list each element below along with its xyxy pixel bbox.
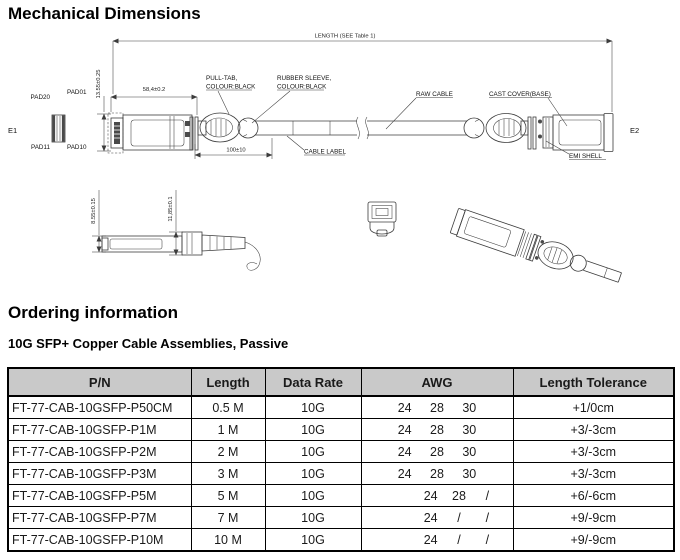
awg-value: 24 — [397, 400, 412, 415]
length-cell: 10 M — [191, 529, 265, 552]
isometric-view — [450, 207, 625, 290]
awg-cell — [361, 463, 513, 485]
pn-cell: FT-77-CAB-10GSFP-P2M — [8, 441, 191, 463]
header-pn: P/N — [8, 368, 191, 396]
tolerance-cell: +9/-9cm — [513, 529, 674, 552]
table-row — [8, 441, 674, 463]
cable-top-view — [255, 117, 467, 139]
awg-value: 24 — [423, 488, 438, 503]
rate-cell: 10G — [265, 396, 361, 419]
height-dim-label: 13.55±0.25 — [96, 69, 102, 99]
pad11-label: PAD11 — [30, 144, 50, 151]
table-row — [8, 419, 674, 441]
page-title-mechanical-dimensions: Mechanical Dimensions — [8, 4, 201, 23]
table-title: 10G SFP+ Copper Cable Assemblies, Passive — [8, 336, 289, 351]
table-row — [8, 485, 674, 507]
callout-emi-shell — [546, 141, 606, 160]
cast-cover-label: CAST COVER(BASE) — [489, 91, 551, 98]
pn-cell: FT-77-CAB-10GSFP-P5M — [8, 485, 191, 507]
table-header-row — [8, 368, 674, 396]
cable-label-text: CABLE LABEL — [304, 148, 347, 156]
awg-value: 24 — [397, 422, 412, 437]
awg-value: 30 — [462, 466, 477, 481]
header-length-tolerance: Length Tolerance — [513, 368, 674, 396]
pn-cell: FT-77-CAB-10GSFP-P50CM — [8, 396, 191, 419]
awg-value: / — [457, 510, 461, 525]
callout-raw-cable — [386, 91, 453, 129]
pn-cell: FT-77-CAB-10GSFP-P10M — [8, 529, 191, 552]
rate-cell: 10G — [265, 507, 361, 529]
awg-value: / — [485, 488, 490, 503]
pn-cell: FT-77-CAB-10GSFP-P7M — [8, 507, 191, 529]
tolerance-cell: +9/-9cm — [513, 507, 674, 529]
height-dimension — [96, 70, 111, 151]
rate-cell: 10G — [265, 485, 361, 507]
header-awg: AWG — [361, 368, 513, 396]
side-dim1-label: 8.55±0.15 — [91, 198, 97, 224]
awg-cell — [361, 441, 513, 463]
awg-value: 24 — [397, 444, 412, 459]
side-dim2-label: 11,85±0.1 — [168, 196, 174, 222]
awg-cell — [361, 419, 513, 441]
body-dim-label: 58,4±0.2 — [142, 87, 166, 93]
awg-value: 28 — [452, 488, 466, 503]
awg-cell — [361, 529, 513, 552]
pad20-label: PAD20 — [30, 94, 50, 101]
table-row — [8, 529, 674, 552]
length-cell: 0.5 M — [191, 396, 265, 419]
awg-value: 24 — [423, 510, 438, 525]
callout-cable-label — [287, 136, 347, 156]
right-connector-top-view — [464, 114, 639, 152]
table-row — [8, 463, 674, 485]
tolerance-cell: +1/0cm — [513, 396, 674, 419]
awg-value: 24 — [397, 466, 412, 481]
header-length: Length — [191, 368, 265, 396]
front-view — [368, 202, 396, 236]
awg-value: / — [457, 532, 461, 547]
awg-value: 28 — [430, 400, 444, 415]
rubber-sleeve-label-line1: RUBBER SLEEVE, — [277, 75, 332, 82]
callout-rubber-sleeve — [252, 75, 331, 123]
table-row — [8, 507, 674, 529]
length-cell: 1 M — [191, 419, 265, 441]
awg-cell — [361, 485, 513, 507]
body-length-dimension — [111, 87, 197, 115]
tolerance-cell: +3/-3cm — [513, 463, 674, 485]
awg-cell — [361, 396, 513, 419]
pull-tab-label-line2: COLOUR:BLACK — [206, 83, 256, 91]
awg-value: 30 — [462, 444, 477, 459]
dim-100-label: 100±10 — [226, 147, 246, 154]
header-data-rate: Data Rate — [265, 368, 361, 396]
side-view — [91, 190, 260, 270]
pull-tab-label-line1: PULL-TAB, — [206, 75, 238, 82]
pad10-corner-label: PAD10 — [67, 144, 87, 151]
e1-ref-label: E1 — [8, 126, 18, 135]
awg-value: 28 — [430, 444, 444, 459]
pn-cell: FT-77-CAB-10GSFP-P1M — [8, 419, 191, 441]
tolerance-cell: +3/-3cm — [513, 441, 674, 463]
e2-ref-label: E2 — [630, 126, 640, 135]
awg-value: / — [485, 532, 490, 547]
emi-shell-label: EMI SHELL — [569, 153, 602, 160]
awg-cell — [361, 507, 513, 529]
length-dim-label: LENGTH (SEE Table 1) — [314, 33, 376, 40]
tolerance-cell: +3/-3cm — [513, 419, 674, 441]
rate-cell: 10G — [265, 441, 361, 463]
e1-pad-view — [8, 89, 87, 151]
raw-cable-label: RAW CABLE — [416, 91, 453, 98]
page-title-ordering-information: Ordering information — [8, 303, 178, 322]
pn-cell: FT-77-CAB-10GSFP-P3M — [8, 463, 191, 485]
rate-cell: 10G — [265, 529, 361, 552]
table-row — [8, 396, 674, 419]
rate-cell: 10G — [265, 419, 361, 441]
awg-value: 28 — [430, 422, 444, 437]
length-cell: 7 M — [191, 507, 265, 529]
awg-value: 30 — [462, 400, 477, 415]
callout-pull-tab — [206, 75, 256, 114]
pad01-label: PAD01 — [67, 89, 87, 96]
rubber-sleeve-label-line2: COLOUR:BLACK — [277, 83, 327, 91]
length-cell: 5 M — [191, 485, 265, 507]
length-dimension — [113, 34, 612, 113]
ordering-table — [7, 367, 675, 552]
awg-value: / — [485, 510, 490, 525]
pulltab-dimension — [195, 138, 272, 159]
awg-value: 24 — [423, 532, 438, 547]
tolerance-cell: +6/-6cm — [513, 485, 674, 507]
length-cell: 3 M — [191, 463, 265, 485]
rate-cell: 10G — [265, 463, 361, 485]
length-cell: 2 M — [191, 441, 265, 463]
awg-value: 30 — [462, 422, 477, 437]
awg-value: 28 — [430, 466, 444, 481]
